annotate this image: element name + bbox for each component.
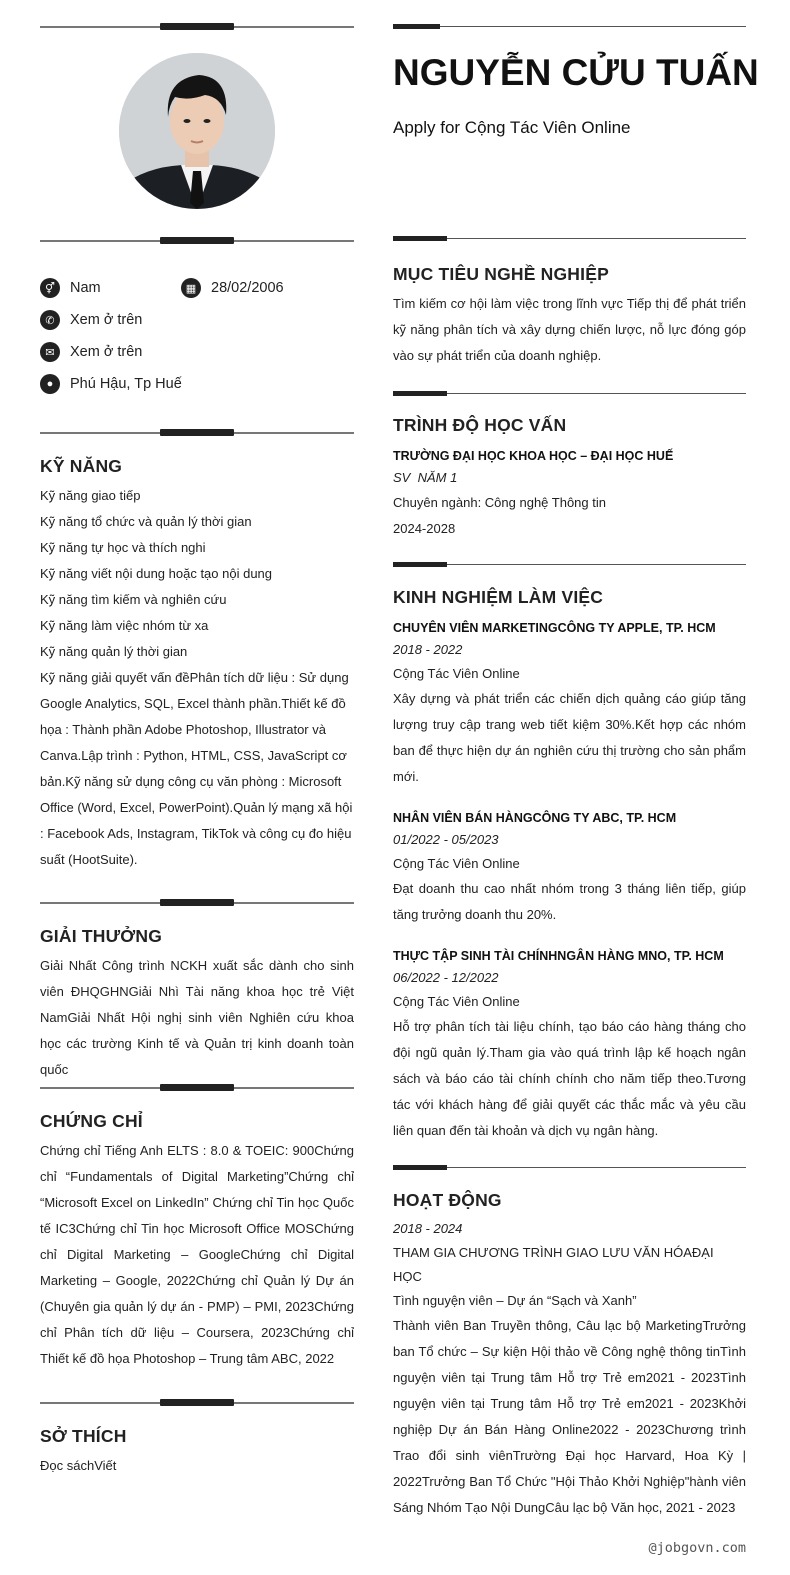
calendar-icon: ▦ (181, 278, 201, 298)
job-title: CHUYÊN VIÊN MARKETINGCÔNG TY APPLE, TP. HCM (393, 621, 716, 635)
job-role: Cộng Tác Viên Online (393, 856, 520, 871)
certificates-text: Chứng chỉ Tiếng Anh ELTS : 8.0 & TOEIC: 900Chứng chỉ “Fundamentals of Digital Marketing”Chứng chỉ “Microsoft Excel on LinkedIn” Chứng chỉ Tin học Quốc tế IC3Chứng chỉ Tin học Microsoft Office MOSChứng chỉ Digital Marketing – GoogleChứng chỉ Digital Marketing – Google, 2022Chứng chỉ Quản lý Dự án (Chuyên gia quản lý dự án - PMP) – PMI, 2023Chứng chỉ Phân tích dữ liệu – Coursera, 2023Chứng chỉ Thiết kế đồ họa Photoshop – Trung tâm ABC, 2022 (40, 1143, 354, 1366)
education-major: Chuyên ngành: Công nghệ Thông tin (393, 495, 606, 510)
awards-section (40, 926, 354, 1083)
education-section (393, 415, 746, 542)
job-title: THỰC TẬP SINH TÀI CHÍNHNGÂN HÀNG MNO, TP. HCM (393, 949, 724, 963)
divider (393, 237, 746, 241)
gender-value: Nam (70, 280, 101, 296)
phone-row (40, 310, 142, 330)
phone-icon: ✆ (40, 310, 60, 330)
job-description: Đạt doanh thu cao nhất nhóm trong 3 tháng liên tiếp, giúp tăng trưởng doanh thu 20%. (393, 881, 746, 922)
footer-watermark: @jobgovn.com (648, 1540, 746, 1556)
gender-row (40, 278, 101, 298)
job-entry (393, 946, 746, 1144)
job-entry (393, 808, 746, 928)
activities-line2: Tình nguyện viên – Dự án “Sạch và Xanh” (393, 1293, 637, 1308)
job-description: Hỗ trợ phân tích tài liệu chính, tạo báo cáo hàng tháng cho đội ngũ quản lý.Tham gia vào quá trình lập kế hoạch ngân sách và báo cáo tài chính chính cho năm tiếp theo.Tương tác với khách hàng để giải quyết các thắc mắc và yêu cầu liên quan đến tài khoản và dịch vụ ngân hàng. (393, 1019, 746, 1138)
objective-text: Tìm kiếm cơ hội làm việc trong lĩnh vực Tiếp thị để phát triển kỹ năng phân tích và xây dựng chiến lược, nỗ lực đóng góp vào sự phát triển của doanh nghiệp. (393, 296, 746, 363)
email-value: Xem ở trên (70, 344, 143, 360)
activities-title: HOẠT ĐỘNG (393, 1190, 502, 1210)
objective-title: MỤC TIÊU NGHỀ NGHIỆP (393, 264, 609, 284)
divider (40, 431, 354, 435)
awards-text: Giải Nhất Công trình NCKH xuất sắc dành cho sinh viên ĐHQGHNGiải Nhì Tài năng khoa học trẻ Việt NamGiải Nhất Hội nghị sinh viên Nghiên cứu khoa học các trường Kinh tế và Quản trị kinh doanh toàn quốc (40, 958, 354, 1077)
job-entry (393, 618, 746, 790)
gender-icon: ⚥ (40, 278, 60, 298)
job-role: Cộng Tác Viên Online (393, 994, 520, 1009)
skill-item: Kỹ năng làm việc nhóm từ xa (40, 618, 209, 633)
skill-item: Kỹ năng viết nội dung hoặc tạo nội dung (40, 566, 273, 581)
avatar (119, 53, 275, 209)
school-name: TRƯỜNG ĐẠI HỌC KHOA HỌC – ĐẠI HỌC HUẾ (393, 449, 674, 463)
address-row (40, 374, 182, 394)
job-title: NHÂN VIÊN BÁN HÀNGCÔNG TY ABC, TP. HCM (393, 811, 677, 825)
education-level: SV NĂM 1 (393, 470, 458, 485)
divider (393, 25, 746, 29)
education-title: TRÌNH ĐỘ HỌC VẤN (393, 415, 567, 435)
email-row (40, 342, 142, 362)
skill-item-long: Kỹ năng giải quyết vấn đềPhân tích dữ liệu : Sử dụng Google Analytics, SQL, Excel thành phần.Thiết kế đồ họa : Thành phần Adobe Photoshop, Illustrator và Canva.Lập trình : Python, HTML, CSS, JavaScript cơ bản.Kỹ năng sử dụng công cụ văn phòng : Microsoft Office (Word, Excel, PowerPoint).Quản lý mạng xã hội : Facebook Ads, Instagram, TikTok và công cụ đo hiệu suất (HootSuite). (40, 670, 353, 867)
phone-value: Xem ở trên (70, 312, 143, 328)
birthdate-row (181, 278, 284, 298)
job-period: 2018 - 2022 (393, 642, 463, 657)
divider (393, 392, 746, 396)
divider (40, 239, 354, 243)
activities-period: 2018 - 2024 (393, 1221, 463, 1236)
experience-title: KINH NGHIỆM LÀM VIỆC (393, 587, 604, 607)
divider (40, 1401, 354, 1405)
skills-title: KỸ NĂNG (40, 456, 123, 476)
certificates-section (40, 1111, 354, 1372)
awards-title: GIẢI THƯỞNG (40, 926, 163, 946)
activities-line1: THAM GIA CHƯƠNG TRÌNH GIAO LƯU VĂN HÓAĐẠI HỌC (393, 1245, 714, 1284)
skill-item: Kỹ năng tổ chức và quản lý thời gian (40, 514, 252, 529)
birthdate-value: 28/02/2006 (211, 280, 284, 296)
objective-section (393, 264, 746, 369)
hobbies-section (40, 1426, 354, 1479)
education-years: 2024-2028 (393, 521, 456, 536)
candidate-name: NGUYỄN CỬU TUẤN (393, 52, 759, 93)
job-role: Cộng Tác Viên Online (393, 666, 520, 681)
address-value: Phú Hậu, Tp Huế (70, 376, 182, 392)
divider (40, 1086, 354, 1090)
divider (40, 25, 354, 29)
experience-section (393, 587, 746, 1144)
activities-section (393, 1190, 746, 1521)
hobbies-text: Đọc sáchViết (40, 1458, 117, 1473)
divider (393, 563, 746, 567)
apply-subtitle: Apply for Cộng Tác Viên Online (393, 118, 631, 137)
skill-item: Kỹ năng tự học và thích nghi (40, 540, 206, 555)
skill-item: Kỹ năng quản lý thời gian (40, 644, 188, 659)
hobbies-title: SỞ THÍCH (40, 1426, 127, 1446)
skill-item: Kỹ năng giao tiếp (40, 488, 141, 503)
skills-section (40, 456, 354, 873)
certificates-title: CHỨNG CHỈ (40, 1111, 143, 1131)
job-description: Xây dựng và phát triển các chiến dịch quảng cáo giúp tăng lượng truy cập trang web tiết kiệm 30%.Kết hợp các nhóm ban để thực hiện dự án nghiên cứu thị trường cho sản phẩm mới. (393, 691, 746, 784)
job-period: 06/2022 - 12/2022 (393, 970, 499, 985)
job-period: 01/2022 - 05/2023 (393, 832, 499, 847)
skill-item: Kỹ năng tìm kiếm và nghiên cứu (40, 592, 227, 607)
activities-text: Thành viên Ban Truyền thông, Câu lạc bộ MarketingTrưởng ban Tổ chức – Sự kiện Hội thảo về Công nghệ thông tinTình nguyện viên tại Trung tâm Hỗ trợ Trẻ em2021 - 2023Tình nguyện viên tại Trung tâm Hỗ trợ Trẻ em2021 - 2023Khởi nghiệp Dự án Bán Hàng Online2022 - 2023Chương trình Trao đổi sinh viênTrường Đại học Harvard, Hoa Kỳ | 2022Trưởng Ban Tổ Chức "Hội Thảo Khởi Nghiệp"hành viên Sáng Nhóm Tạo Nội DungCâu lạc bộ Văn học, 2021 - 2023 (393, 1318, 746, 1515)
email-icon: ✉ (40, 342, 60, 362)
location-pin-icon: ● (40, 374, 60, 394)
divider (40, 901, 354, 905)
divider (393, 1166, 746, 1170)
skills-list (40, 483, 354, 873)
